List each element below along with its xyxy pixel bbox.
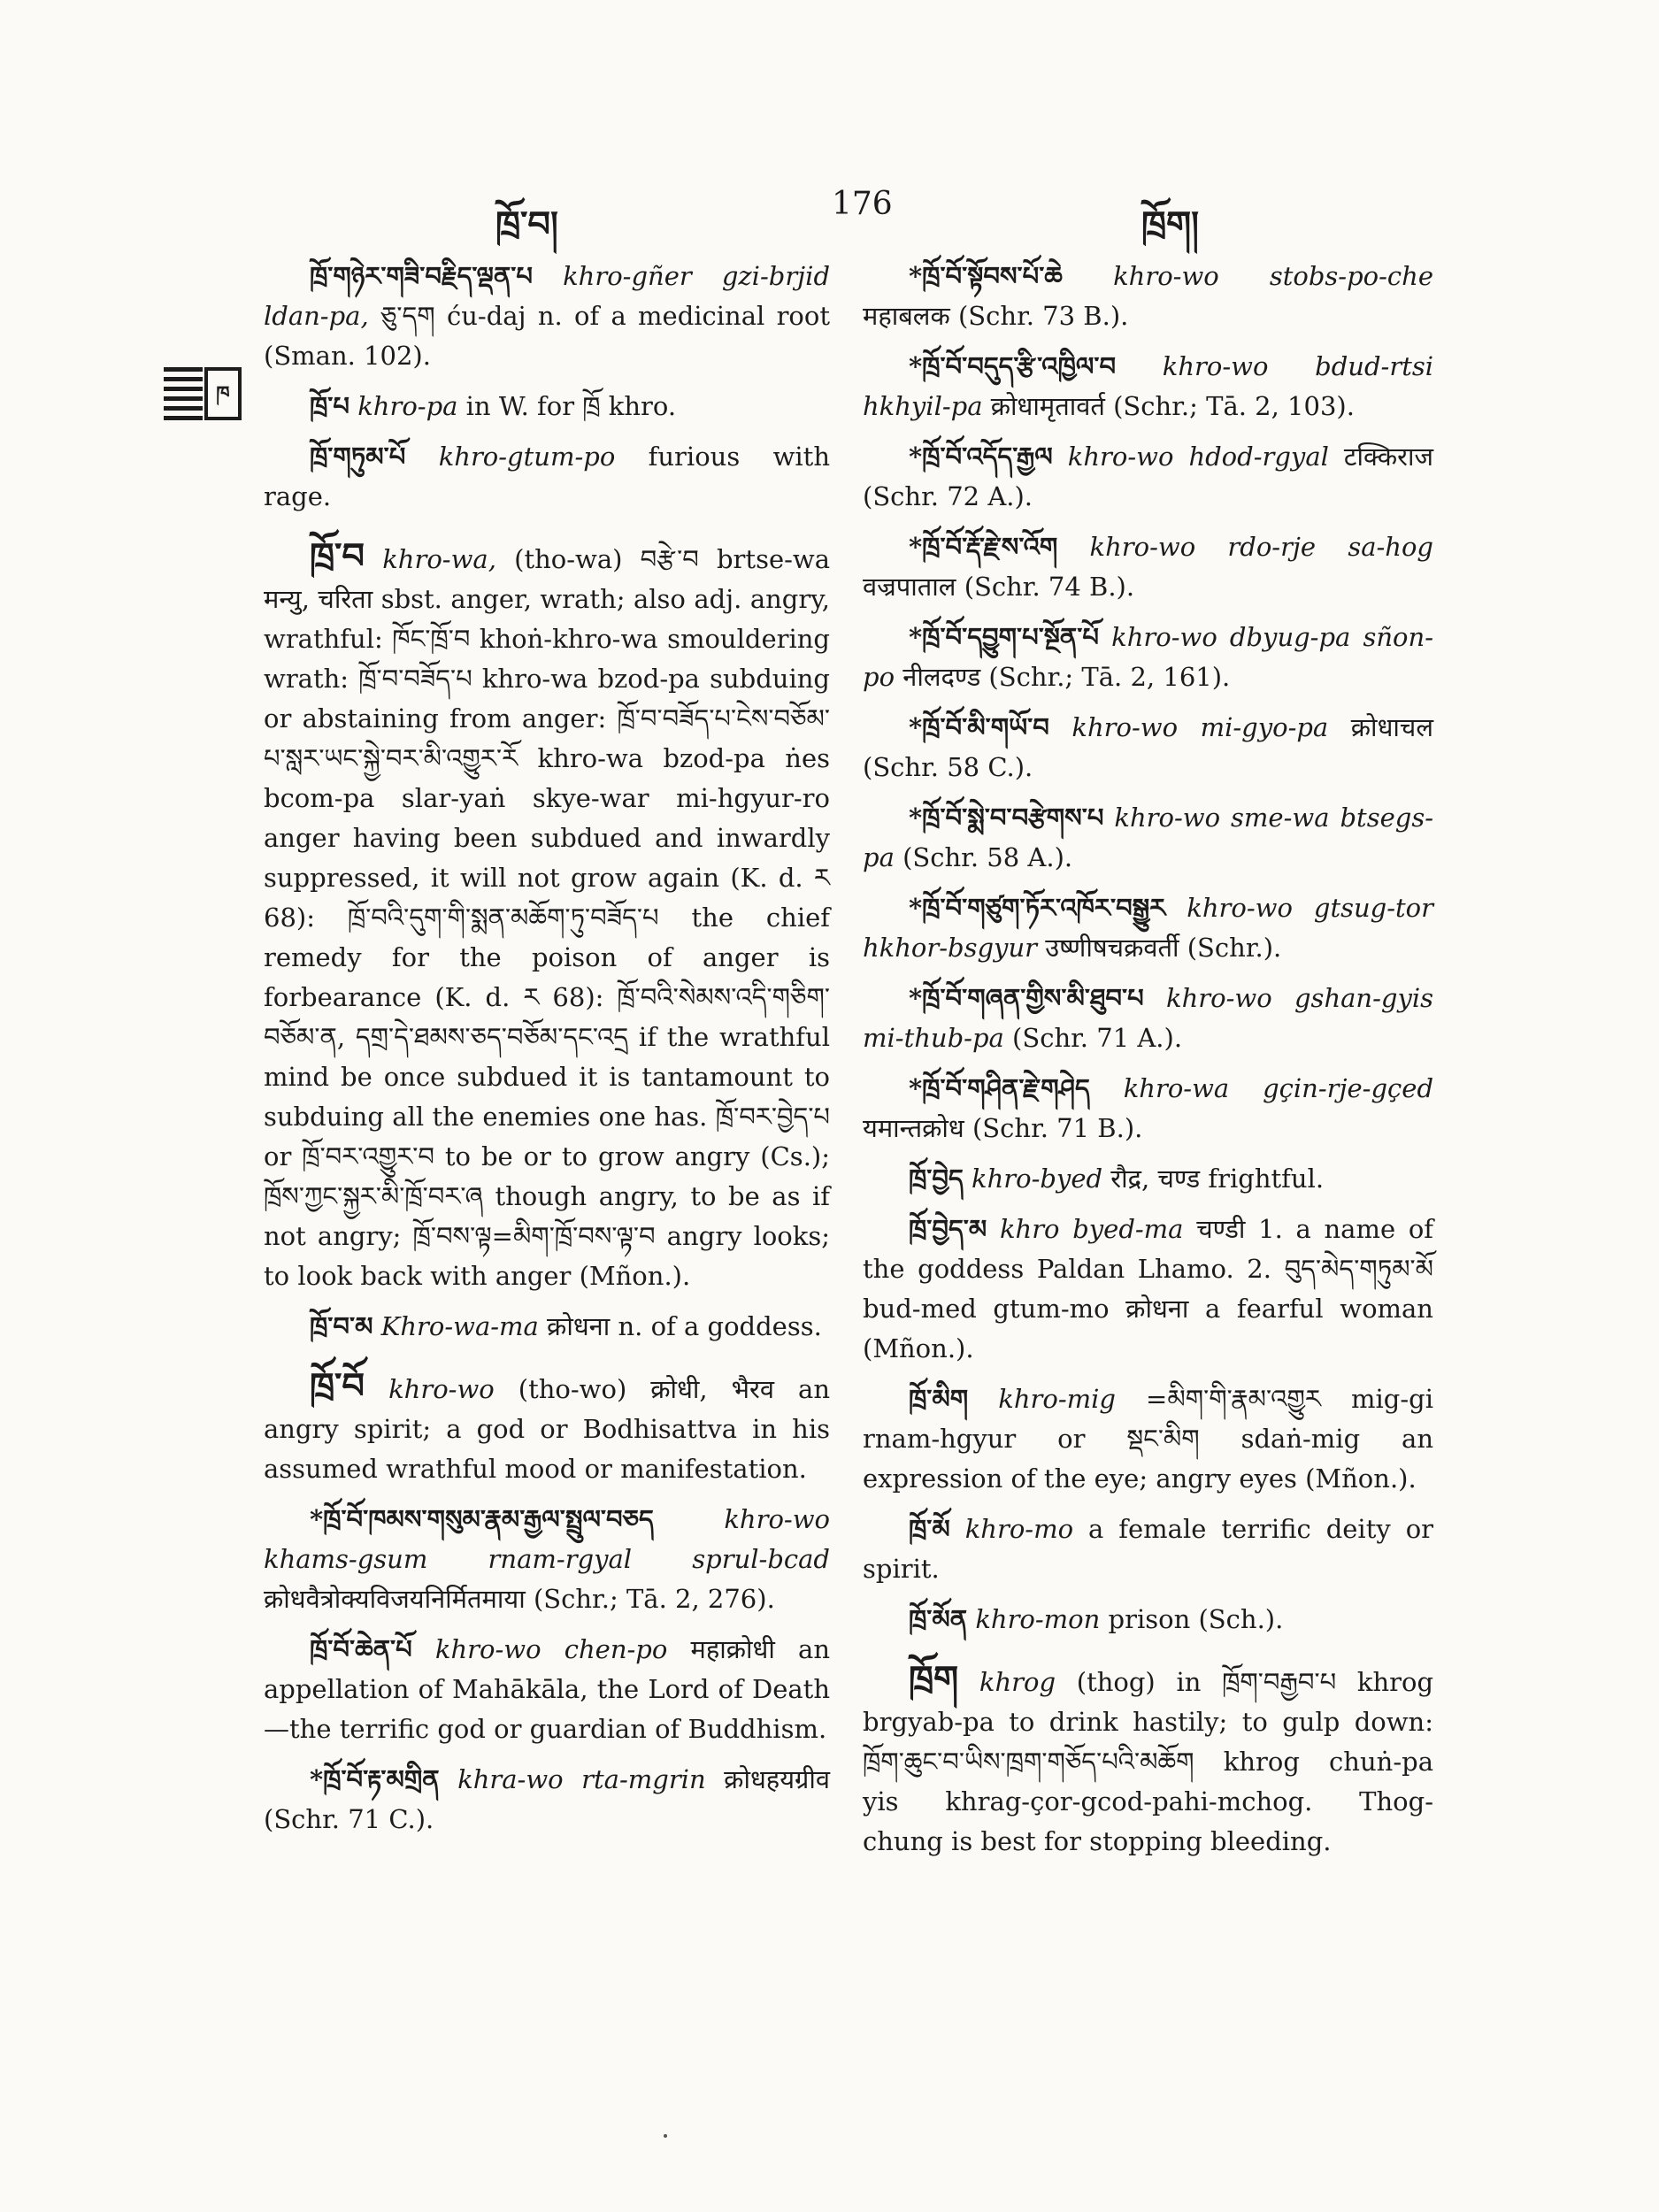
entry-headword: ཁྲོ་བོ་ཆེན་པོ [310,1634,412,1664]
entry-star: * [909,442,923,472]
scan-speck [664,2134,667,2138]
entry-star: * [909,803,923,833]
entry-definition: furious with rage. [264,442,830,511]
entry-headword: ཁྲོ་མོན [909,1604,968,1634]
dictionary-entry [264,1366,830,1489]
entry-definition: क्रोधहयग्रीव (Schr. 71 C.). [264,1764,831,1834]
dictionary-entry [264,1760,830,1839]
entry-headword: ཁྲོ་བོ་རྟ་མགྲིན [323,1764,440,1794]
entry-transliteration: khrog [979,1667,1056,1697]
entry-definition: in W. for ཁྲོ khro. [465,391,677,421]
entry-headword: ཁྲོ་བ་མ [310,1311,373,1341]
page-header [0,184,1659,245]
entry-transliteration: khro-wo mi-gyo-pa [1071,712,1329,742]
entry-headword: ཁྲོ་མིག [909,1384,969,1414]
entry-transliteration: khro byed-ma [999,1214,1184,1244]
entry-headword: ཁྲོ་བོ་འདོད་རྒྱལ [922,442,1053,472]
entry-definition: टक्किराज (Schr. 72 A.). [863,442,1434,511]
entry-transliteration: khro-gñer gzi-brjid ldan-pa, [264,261,831,331]
entry-definition: महाबलक (Schr. 73 B.). [863,301,1129,331]
entry-star: * [909,712,923,742]
entry-star: * [909,532,923,562]
entry-star: * [909,893,923,923]
entry-definition: उष्णीषचक्रवर्ती (Schr.). [1045,933,1282,963]
dictionary-entry [863,798,1433,878]
entry-definition: ཅུ་དག ću-daj n. of a medicinal root (Sman. 102). [264,301,831,371]
page-number: 176 [832,186,893,222]
entry-transliteration: khro-wo dbyug-pa sñon-po [863,622,1433,692]
entry-definition: (Schr. 58 A.). [902,842,1073,872]
entry-headword: ཁྲོ་མོ [909,1514,950,1544]
section-marker [164,367,242,420]
entry-transliteration: khro-wa gçin-rje-gçed [1123,1073,1434,1103]
dictionary-entry [863,1659,1433,1862]
entry-headword: ཁྲོ་བོ་སྟོབས་པོ་ཆེ [922,261,1063,291]
right-column [863,257,1433,1872]
entry-star: * [909,351,923,381]
entry-headword: ཁྲོ་བྱེད [909,1164,964,1194]
entry-definition: =མིག་གི་རྣམ་འགྱུར mig-gi rnam-hgyur or སྡང་མིག sdaṅ-mig an expression of the eye; angry eyes (Mñon.). [863,1384,1433,1494]
dictionary-entry [264,1630,830,1749]
dictionary-entry [863,708,1433,787]
left-column [264,257,830,1850]
entry-definition: क्रोधवैत्रोक्यविजयनिर्मितमाया (Schr.; Tā. 2, 276). [264,1584,775,1614]
entry-transliteration: Khro-wa-ma [380,1311,539,1341]
dictionary-entry [264,1500,830,1619]
entry-transliteration: khra-wo rta-mgrin [457,1764,706,1794]
entry-headword: ཁྲོ་བོ་གཤིན་རྗེ་གཤེད [922,1073,1090,1103]
entry-definition: महाक्रोधी an appellation of Mahākāla, the Lord of Death—the terrific god or guardian of Buddhism. [264,1634,831,1744]
entry-definition: (tho-wo) क्रोधी, भैरव an angry spirit; a god or Bodhisattva in his assumed wrathful mood or manifestation. [264,1374,831,1484]
entry-transliteration: khro-wa, [382,544,496,574]
dictionary-entry [863,527,1433,607]
dictionary-entry [264,437,830,517]
entry-definition: यमान्तक्रोध (Schr. 71 B.). [863,1113,1143,1143]
entry-transliteration: khro-wo khams-gsum rnam-rgyal sprul-bcad [264,1504,830,1574]
entry-headword: ཁྲོ་བྱེད་མ [909,1214,987,1244]
dictionary-entry [863,1600,1433,1640]
entry-headword: ཁྲོ་བོ་ཁམས་གསུམ་རྣམ་རྒྱལ་སྤྲུལ་བཅད [323,1504,654,1534]
dictionary-entry [863,437,1433,517]
entry-headword: ཁྲོག [909,1658,959,1700]
entry-definition: वज्रपाताल (Schr. 74 B.). [863,572,1135,602]
entry-headword: ཁྲོ་བོ་རྡོ་རྗེ་ས་འོག [922,532,1058,562]
entry-headword: ཁྲོ་བོ་མི་གཡོ་བ [922,712,1049,742]
entry-transliteration: khro-wo sme-wa btsegs-pa [863,803,1433,872]
entry-transliteration: khro-wo chen-po [434,1634,668,1664]
marker-glyph: ཁ [204,367,242,420]
entry-transliteration: khro-mo [964,1514,1074,1544]
entry-transliteration: khro-wo gshan-gyis mi-thub-pa [863,983,1433,1053]
dictionary-entry [863,1379,1433,1499]
dictionary-entry [863,1159,1433,1199]
entry-definition: क्रोधना n. of a goddess. [547,1311,822,1341]
dictionary-entry [863,979,1433,1058]
entry-transliteration: khro-byed [972,1164,1103,1194]
entry-definition: क्रोधामृतावर्त (Schr.; Tā. 2, 103). [990,391,1355,421]
entry-transliteration: khro-wo rdo-rje sa-hog [1089,532,1433,562]
entry-headword: ཁྲོ་གཏུམ་པོ [310,442,406,472]
right-running-headword: ཁྲོག། [1141,204,1200,245]
marker-bars [164,367,203,420]
entry-definition: चण्डी 1. a name of the goddess Paldan Lhamo. 2. བུད་མེད་གཏུམ་མོ bud-med gtum-mo क्रोधना a fearful woman (Mñon.). [863,1214,1434,1363]
entry-transliteration: khro-wo gtsug-tor hkhor-bsgyur [863,893,1433,963]
entry-definition: क्रोधाचल (Schr. 58 C.). [863,712,1433,782]
entry-star: * [310,1504,324,1534]
dictionary-entry [863,1069,1433,1148]
dictionary-entry [264,1307,830,1347]
entry-transliteration: khro-wo [388,1374,495,1404]
dictionary-entry [863,888,1433,968]
dictionary-entry [264,257,830,376]
entry-definition: रौद्र, चण्ड frightful. [1110,1164,1325,1194]
dictionary-entry [863,347,1433,426]
entry-definition: (Schr. 71 A.). [1012,1023,1183,1053]
entry-definition: prison (Sch.). [1108,1604,1284,1634]
entry-star: * [310,1764,324,1794]
entry-headword: ཁྲོ་བོ་གཞན་གྱིས་མི་ཐུབ་པ [922,983,1144,1013]
entry-definition: नीलदण्ड (Schr.; Tā. 2, 161). [902,662,1231,692]
entry-transliteration: khro-mon [975,1604,1101,1634]
entry-headword: ཁྲོ་བོ་བདུད་རྩི་འཁྱིལ་བ [922,351,1117,381]
entry-transliteration: khro-wo hdod-rgyal [1067,442,1329,472]
dictionary-entry [264,536,830,1296]
entry-star: * [909,983,923,1013]
entry-star: * [909,261,923,291]
entry-transliteration: khro-wo bdud-rtsi hkhyil-pa [863,351,1434,421]
entry-transliteration: khro-gtum-po [438,442,616,472]
entry-star: * [909,1073,923,1103]
entry-headword: ཁྲོ་བོ་དབྱུག་པ་སྔོན་པོ [922,622,1099,652]
entry-transliteration: khro-pa [357,391,458,421]
entry-headword: ཁྲོ་བ [310,535,365,577]
entry-headword: ཁྲོ་གཉེར་གཟི་བརྗིད་ལྡན་པ [310,261,533,291]
dictionary-entry [863,1509,1433,1589]
dictionary-entry [264,387,830,426]
dictionary-entry [863,257,1433,336]
dictionary-entry [863,1210,1433,1369]
dictionary-entry [863,618,1433,697]
entry-headword: ཁྲོ་པ [310,391,349,421]
entry-definition: a female terrific deity or spirit. [863,1514,1434,1584]
left-running-headword: ཁྲོ་བ། [495,204,558,245]
entry-headword: ཁྲོ་བོ་གཙུག་ཏོར་འཁོར་བསྒྱུར [922,893,1166,923]
entry-headword: ཁྲོ་བོ་སྨེ་བ་བརྩེགས་པ [922,803,1104,833]
entry-definition: (thog) in ཁྲོག་བརྒྱབ་པ khrog brgyab-pa to drink hastily; to gulp down: ཁྲོག་ཆུང་བ་ཡིས་ཁྲག་གཅོད་པའི་མཆོག khrog chuṅ-pa yis khrag-çor-gcod-pahi-mchog. Thog-chung is best for stopping bleeding. [863,1667,1434,1856]
entry-transliteration: khro-wo stobs-po-che [1113,261,1433,291]
entry-star: * [909,622,923,652]
entry-definition: (tho-wa) བརྩེ་བ brtse-wa मन्यु, चरिता sbst. anger, wrath; also adj. angry, wrathful: ཁོང་ཁྲོ་བ khoṅ-khro-wa smouldering wrath: ཁྲོ་བ་བཟོད་པ khro-wa bzod-pa subduing or abstaining from anger: ཁྲོ་བ་བཟོད་པ་ངེས་བཅོམ་པ་སླར་ཡང་སྐྱེ་བར་མི་འགྱུར་རོ khro-wa bzod-pa ṅes bcom-pa slar-yaṅ skye-war mi-hgyur-ro anger having been subdued and inwardly suppressed, it will not grow again (K. d. ར 68): ཁྲོ་བའི་དུག་གི་སྨན་མཆོག་ཏུ་བཟོད་པ the chief remedy for the poison of anger is forbearance (K. d. ར 68): ཁྲོ་བའི་སེམས་འདི་གཅིག་བཅོམ་ན, དགྲ་དེ་ཐམས་ཅད་བཅོམ་དང་འདྲ if the wrathful mind be once subdued it is tantamount to subduing all the enemies one has. ཁྲོ་བར་བྱེད་པ or ཁྲོ་བར་འགྱུར་བ to be or to grow angry (Cs.); ཁྲོས་ཀྱང་སྐྱར་མི་ཁྲོ་བར་ཞ though angry, to be as if not angry; ཁྲོ་བས་ལྟ=མིག་ཁྲོ་བས་ལྟ་བ angry looks; to look back with anger (Mñon.). [264,544,831,1291]
entry-transliteration: khro-mig [998,1384,1116,1414]
entry-headword: ཁྲོ་བོ [310,1365,365,1407]
